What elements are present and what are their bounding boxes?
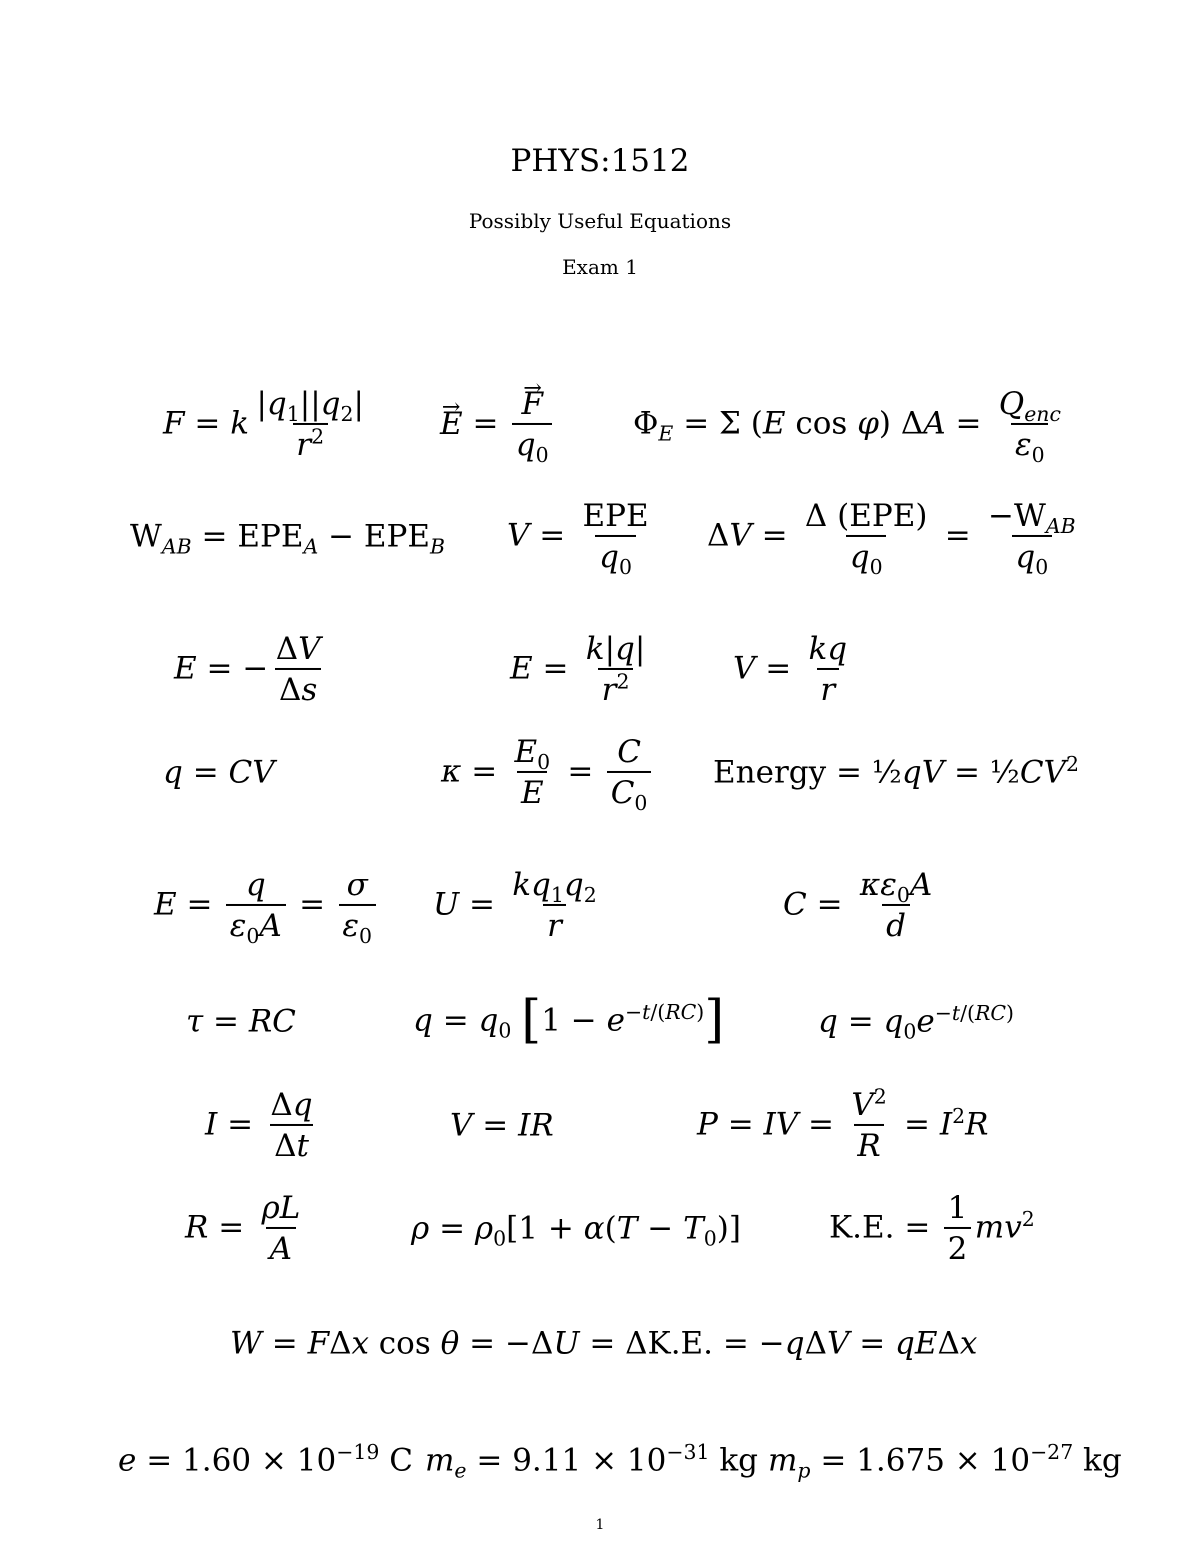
electric-field-definition-equation: → E = → $\frac{F}{q_0}$ (440, 389, 556, 461)
capacitor-energy-equation: Energy = ½qV = $\frac{1}{2}CV^2$ (713, 752, 1079, 791)
coulomb-force-equation: F = k $\frac{|q_1||q_2|}{r^2}$ (163, 385, 364, 464)
field-from-potential-equation: E = − $\frac{\Delta V}{\Delta s}$ (174, 630, 321, 709)
electric-flux-equation: $\Phi_E = \Sigma$ (E cos φ) ΔA = $\frac{Q_{enc}}{\varepsilon_0}$ (633, 385, 1061, 468)
course-title: PHYS:1512 (510, 143, 690, 179)
work-energy-equation: W = FΔx cos θ = −ΔU = ΔK.E. = −qΔV = qEΔx (230, 1325, 978, 1362)
document-subtitle: Possibly Useful Equations (468, 209, 732, 233)
point-charge-field-equation: E = $\frac{k|q|}{r^2}$ (510, 630, 646, 709)
potential-energy-pair-equation: U = $\frac{kq_1q_2}{r}$ (433, 866, 597, 945)
time-constant-equation: τ = RC (186, 1003, 296, 1040)
electron-mass-constant: $m_e = 9.11 \times 10^{-31}$ kg (425, 1440, 758, 1483)
work-epe-equation: $W_{AB} = EPE_A - EPE_B$ (130, 518, 446, 559)
capacitance-equation: q = CV (163, 754, 275, 791)
ohms-law-equation: V = IR (450, 1107, 554, 1144)
resistance-equation: R = $\frac{\rho L}{A}$ (185, 1189, 301, 1268)
dielectric-constant-equation: κ = $\frac{E_0}{E}$ = $\frac{C}{C_0}$ (441, 737, 655, 809)
plate-field-equation: E = $\frac{q}{\varepsilon_0A}$ = $\frac{\sigma}{\varepsilon_0}$ (154, 870, 379, 942)
proton-mass-constant: $m_p = 1.675 \times 10^{-27}$ kg (768, 1440, 1122, 1483)
point-charge-potential-equation: V = $\frac{kq}{r}$ (733, 630, 848, 709)
exam-label: Exam 1 (562, 255, 638, 279)
page-number: 1 (595, 1517, 605, 1533)
kinetic-energy-equation: K.E. = $\frac{1}{2}$ $mv^2$ (829, 1189, 1035, 1268)
potential-definition-equation: V = $\frac{\text{EPE}}{q_0}$ (507, 497, 649, 580)
charging-equation: $q = q_0$ $[1 - e^{-t/(RC)}]$ (413, 990, 725, 1050)
discharging-equation: $q = q_0e^{-t/(RC)}$ (818, 1001, 1014, 1044)
electron-charge-constant: $e = 1.60 \times 10^{-19}$ C (118, 1440, 413, 1479)
parallel-plate-capacitance-equation: C = $\frac{\kappa\varepsilon_0A}{d}$ (783, 866, 933, 945)
resistivity-equation: $\rho = \rho_0[1 + \alpha(T - T_0)]$ (411, 1210, 741, 1251)
power-equation: P = IV = $\frac{V^2}{R}$ = $I^2R$ (697, 1084, 989, 1165)
potential-difference-equation: ΔV = $\frac{\text{Δ (EPE)}}{q_0}$ = $\frac{-W_{AB}}{q_0}$ (707, 497, 1076, 580)
current-equation: I = $\frac{\Delta q}{\Delta t}$ (205, 1086, 313, 1165)
